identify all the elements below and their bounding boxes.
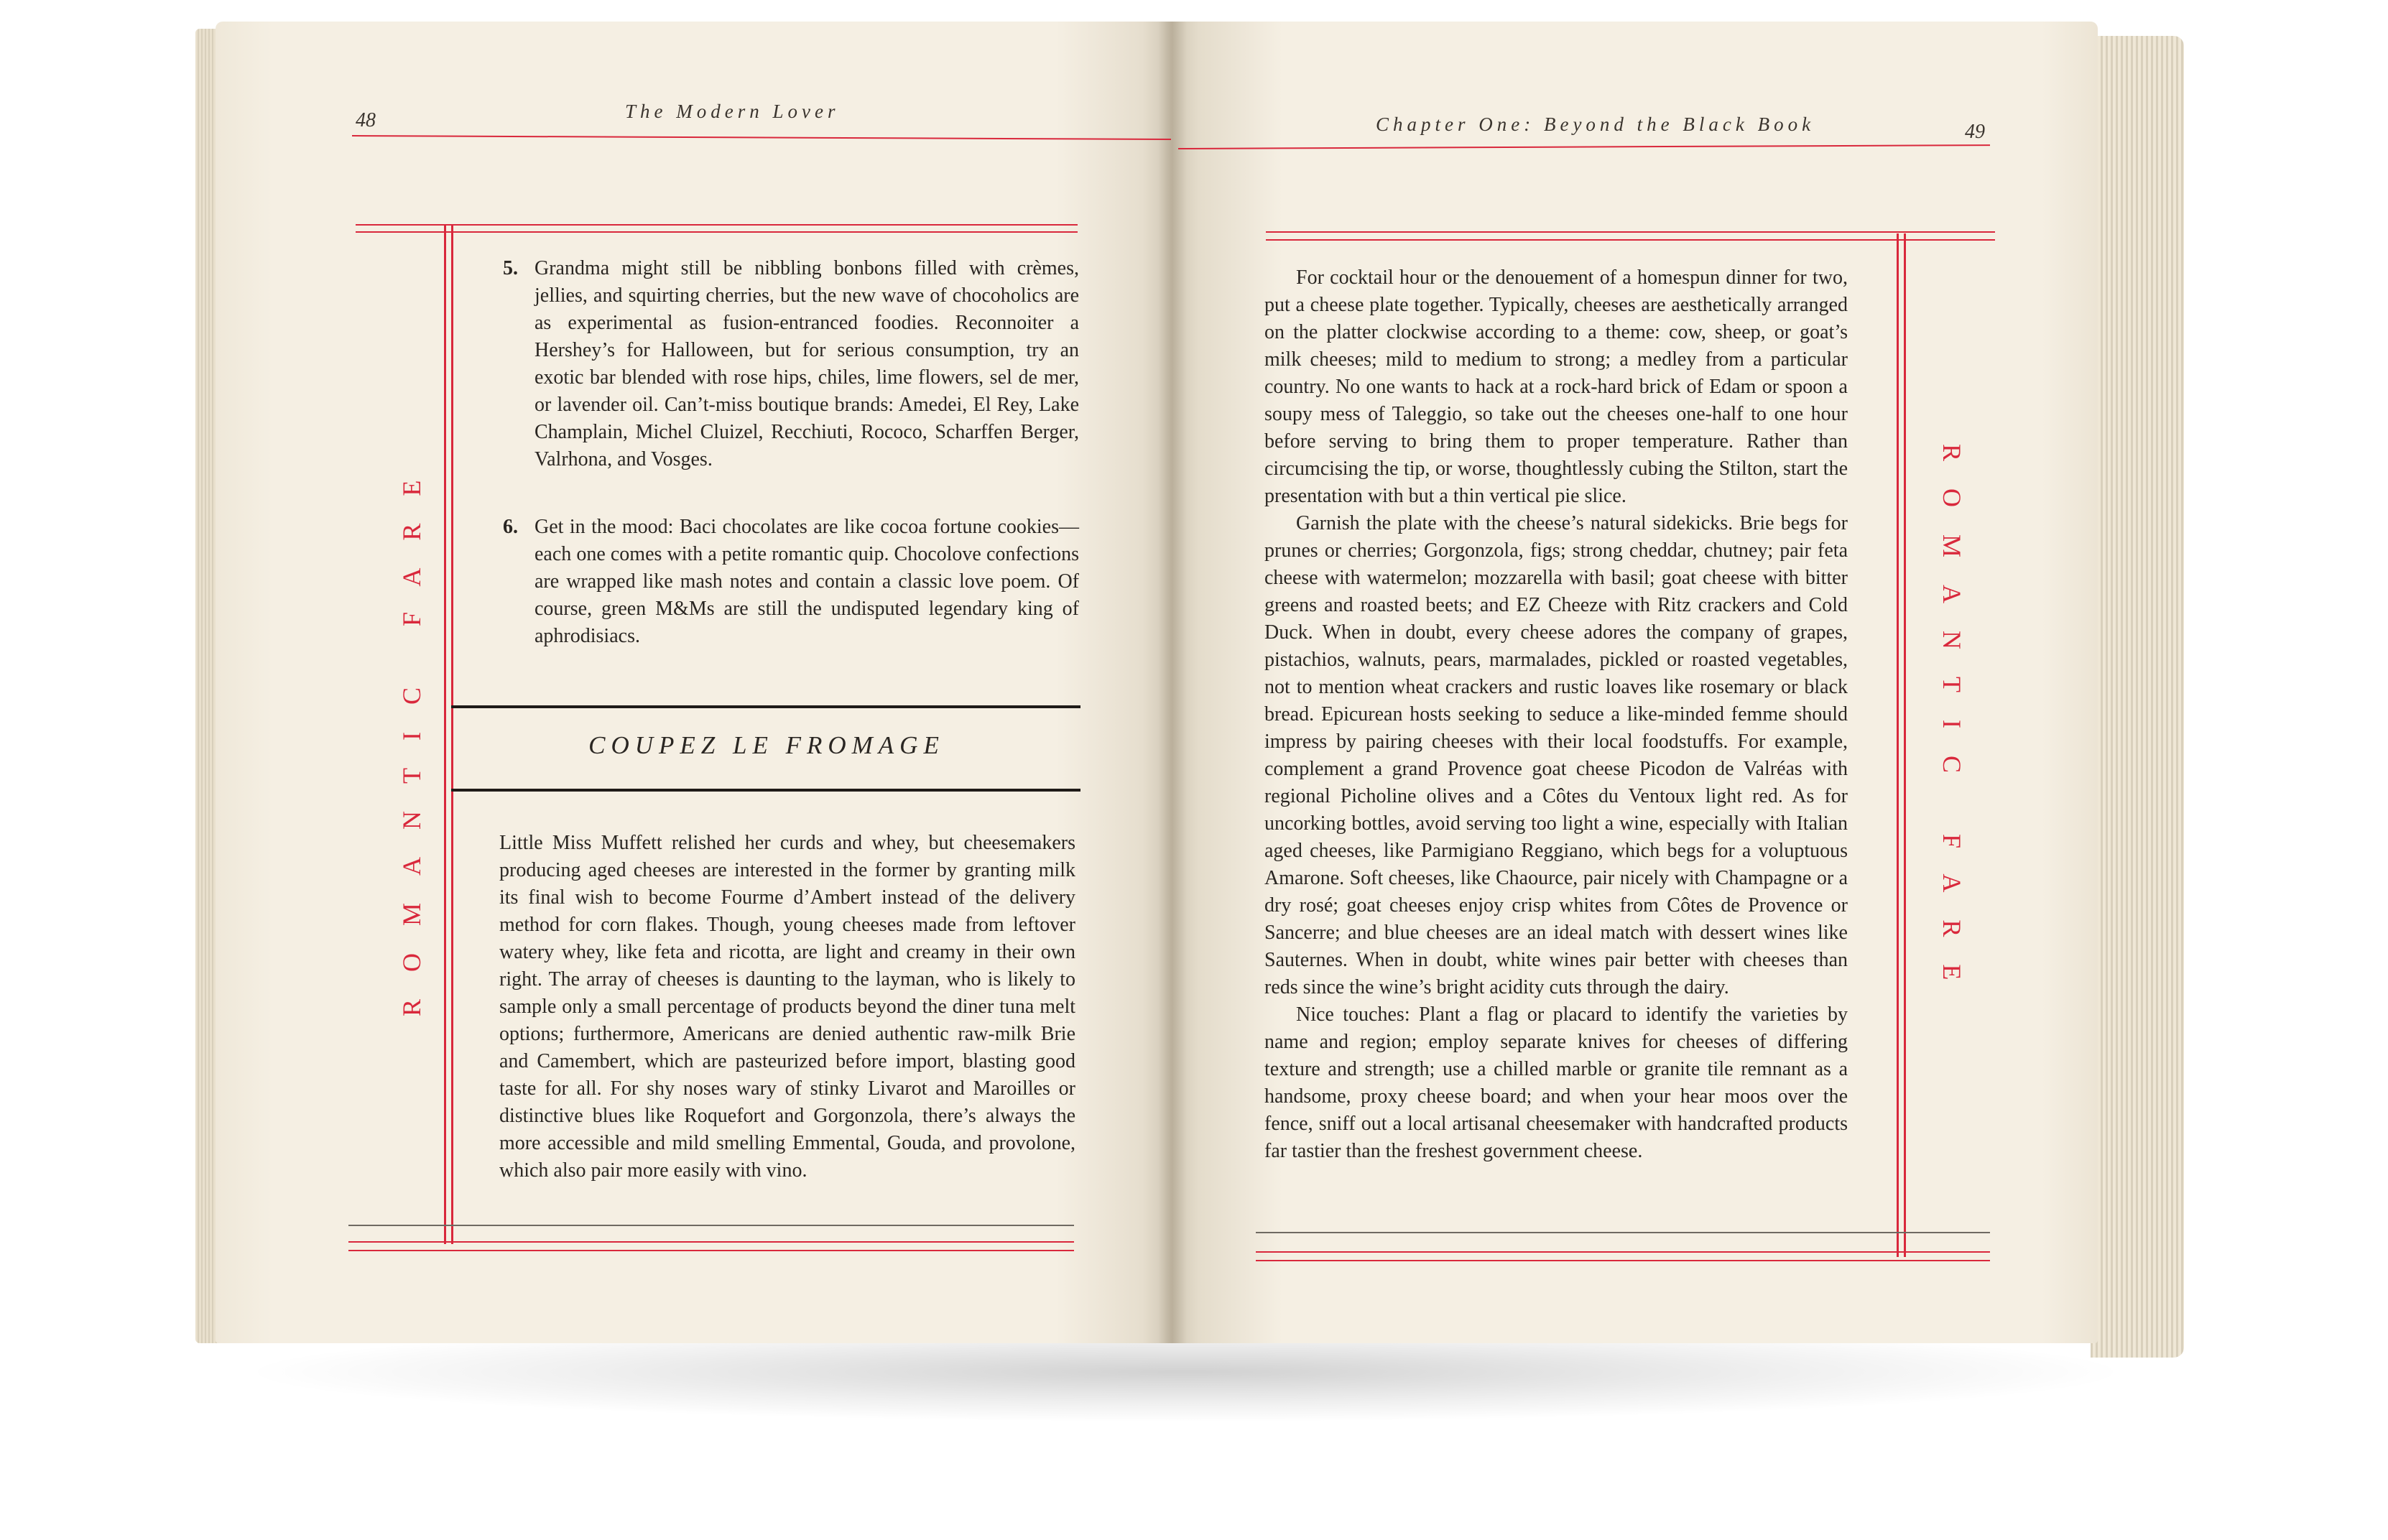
sidebar-label-right: ROMANTIC FARE: [1938, 444, 1966, 1008]
list-item-text: Grandma might still be nibbling bonbons filled with crèmes, jellies, and squirting cherries, but the new wave of chocoholics are as experimental as fusion-entranced foodies. Reconnoiter a Hershey’s for Halloween, but for serious consumption, try an exotic bar blended with rose hips, chiles, lime flowers, sel de mer, or lavender oil. Can’t-miss boutique brands: Amedei, El Rey, Lake Champlain, Michel Cluizel, Recchiuti, Rococo, Scharffen Berger, Valrhona, and Vosges.: [534, 257, 1079, 470]
list-item: [503, 514, 1079, 650]
sidebar-label-left: ROMANTIC FARE: [397, 453, 426, 1016]
body-paragraph: Nice touches: Plant a flag or placard to identify the varieties by name and region; employ separate knives for cheeses of differing texture and strength; use a chilled marble or granite tile remnant as a handsome, proxy cheese board; and when your hear moos over the fence, sniff out a local artisanal cheesemaker with handcrafted products far tastier than the freshest government cheese.: [1264, 1003, 1848, 1162]
bottom-frame-rule-1: [348, 1241, 1074, 1243]
list-item: [503, 255, 1079, 473]
top-frame-rule-right-2: [1266, 239, 1995, 241]
section-rule-top: [451, 705, 1080, 708]
right-body: [1264, 264, 1848, 1165]
body-paragraph: For cocktail hour or the denouement of a homespun dinner for two, put a cheese plate together. Typically, cheeses are aesthetically arranged on the platter clockwise according to a theme: cow, sheep, or goat’s milk cheeses; mild to medium to strong; a medley from a particular country. No one wants to hack at a rock-hard brick of Edam or spoon a soupy mess of Taleggio, so take out the cheeses one-half to one hour before serving to bring them to proper temperature. Rather than circumcising the tip, or worse, thoughtlessly cubing the Stilton, start the presentation with but a thin vertical pie slice.: [1264, 266, 1848, 507]
bottom-gray-rule-right: [1256, 1232, 1990, 1233]
bottom-frame-rule-right-2: [1256, 1260, 1990, 1261]
bottom-frame-rule-2: [348, 1250, 1074, 1251]
page-number-left: 48: [356, 109, 376, 131]
section-body-paragraph: Little Miss Muffett relished her curds and whey, but cheesemakers producing aged cheeses are interested in the former by granting milk its final wish to become Fourme d’Ambert instead of the delivery method for corn flakes. Though, young cheeses made from leftover watery whey, like feta and ricotta, are light and creamy in their own right. The array of cheeses is daunting to the layman, who is likely to sample only a small percentage of products beyond the diner tuna melt options; furthermore, Americans are denied authentic raw-milk Brie and Camembert, which are pasteurized before import, blasting good taste for all. For shy noses wary of stinky Livarot and Maroilles or distinctive blues like Roquefort and Gorgonzola, there’s always the more accessible and mild smelling Emmental, Gouda, and provolone, which also pair more easily with vino.: [499, 832, 1075, 1182]
sidebar-vertical-rule-right-2: [1904, 233, 1906, 1257]
sidebar-vertical-rule-1: [444, 224, 446, 1244]
book-gutter: [1158, 22, 1187, 1343]
list-item-number: 6.: [503, 516, 518, 538]
top-frame-rule-right-1: [1266, 231, 1995, 233]
top-frame-rule-1: [356, 224, 1078, 226]
list-item-number: 5.: [503, 257, 518, 279]
page-number-right: 49: [1965, 121, 1985, 143]
sidebar-vertical-rule-right-1: [1897, 233, 1899, 1257]
top-frame-rule-2: [356, 231, 1078, 233]
right-page-edges: [2091, 36, 2184, 1358]
list-item-text: Get in the mood: Baci chocolates are like cocoa fortune cookies—each one comes with a petite romantic quip. Chocolove confections are wrapped like mash notes and contain a classic love poem. Of course, green M&Ms are still the undisputed legendary king of aphrodisiacs.: [534, 516, 1079, 647]
bottom-gray-rule-left: [348, 1225, 1074, 1226]
running-head-right: Chapter One: Beyond the Black Book: [1376, 113, 1815, 135]
body-paragraph: Garnish the plate with the cheese’s natural sidekicks. Brie begs for prunes or cherries; Gorgonzola, figs; strong cheddar, chutney; pair feta cheese with watermelon; mozzarella with basil; goat cheese with bitter greens and roasted beets; and EZ Cheeze with Ritz crackers and Cold Duck. When in doubt, every cheese adores the company of grapes, pistachios, walnuts, pears, marmalades, pickled or roasted vegetables, not to mention wheat crackers and rustic loaves like rosemary or black bread. Epicurean hosts seeking to seduce a like-minded femme should impress by pairing cheeses with their local foodstuffs. For example, complement a grand Provence goat cheese Picodon de Valréas with regional Picholine olives and a Côtes du Ventoux light red. As for uncorking bottles, avoid serving too light a wine, especially with Italian aged cheeses, like Parmigiano Reggiano, which begs for a voluptuous Amarone. Soft cheeses, like Chaource, pair nicely with Champagne or a dry rosé; goat cheeses enjoy crisp whites from Côtes de Provence or Sancerre; and blue cheeses are an ideal match with dessert wines like Sauternes. When in doubt, white wines pair better with cheeses than reds since the wine’s bright acidity cuts through the dairy.: [1264, 512, 1848, 998]
section-body: [499, 830, 1075, 1184]
running-head-left: The Modern Lover: [625, 101, 840, 122]
bottom-frame-rule-right-1: [1256, 1251, 1990, 1253]
section-title: COUPEZ LE FROMAGE: [588, 731, 945, 759]
section-rule-bottom: [451, 789, 1080, 792]
